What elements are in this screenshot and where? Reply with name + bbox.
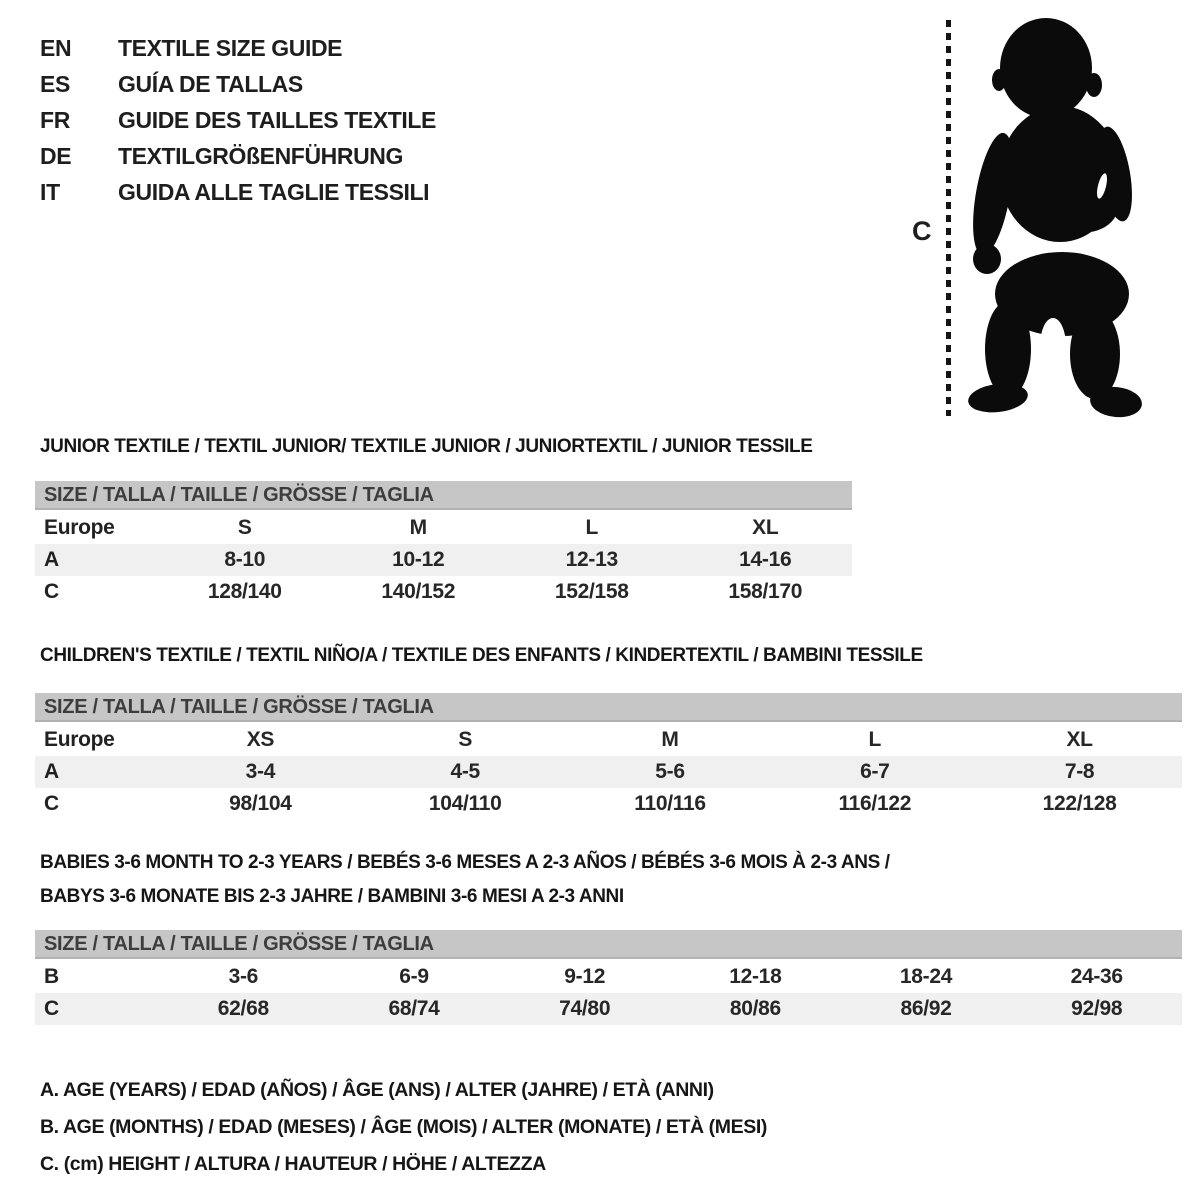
table-row-europe — [35, 512, 852, 544]
language-code: ES — [40, 70, 71, 97]
language-row-de — [40, 138, 436, 174]
row-label: C — [44, 792, 59, 815]
row-label: A — [44, 760, 59, 783]
children-size-table — [35, 693, 1182, 820]
table-cell: 92/98 — [1071, 997, 1123, 1020]
table-cell: 128/140 — [207, 580, 282, 603]
table-cell: 3-4 — [245, 760, 276, 783]
table-cell: 4-5 — [450, 760, 480, 783]
table-cell: L — [868, 728, 882, 751]
table-cell: 6-9 — [399, 965, 429, 988]
row-label: C — [44, 997, 59, 1020]
table-cell: M — [661, 728, 679, 751]
row-label: C — [44, 580, 59, 603]
section-title-junior: JUNIOR TEXTILE / TEXTIL JUNIOR/ TEXTILE JUNIOR / JUNIORTEXTIL / JUNIOR TESSILE — [40, 436, 813, 457]
language-code: DE — [40, 142, 72, 169]
legend-line-b: B. AGE (MONTHS) / EDAD (MESES) / ÂGE (MOIS) / ALTER (MONATE) / ETÀ (MESI) — [40, 1116, 767, 1138]
legend — [40, 1072, 767, 1183]
table-cell: 18-24 — [899, 965, 953, 988]
table-cell: 86/92 — [900, 997, 952, 1020]
table-cell: 14-16 — [739, 548, 792, 571]
table-cell: 116/122 — [838, 792, 912, 815]
table-row-height — [35, 788, 1182, 820]
table-cell: 8-10 — [224, 548, 266, 571]
table-row-age — [35, 544, 852, 576]
language-row-en — [40, 30, 436, 66]
table-cell: 5-6 — [655, 760, 685, 783]
table-row-height — [35, 576, 852, 608]
table-cell: S — [458, 728, 473, 751]
row-label: Europe — [44, 728, 115, 751]
table-cell: 62/68 — [217, 997, 269, 1020]
table-cell: XS — [246, 728, 275, 751]
table-cell: M — [409, 516, 427, 539]
table-cell: 7-8 — [1064, 760, 1095, 783]
table-cell: 3-6 — [228, 965, 259, 988]
table-cell: 12-18 — [729, 965, 782, 988]
row-label: A — [44, 548, 59, 571]
table-cell: 122/128 — [1042, 792, 1117, 815]
language-row-it — [40, 174, 436, 210]
table-row-height — [35, 993, 1182, 1025]
table-cell: 110/116 — [634, 792, 706, 815]
table-cell: 140/152 — [381, 580, 456, 603]
table-cell: 12-13 — [565, 548, 618, 571]
table-cell: 6-7 — [860, 760, 890, 783]
table-cell: S — [237, 516, 252, 539]
table-header-bar: SIZE / TALLA / TAILLE / GRÖSSE / TAGLIA — [35, 930, 1182, 959]
language-title: GUÍA DE TALLAS — [118, 70, 303, 97]
table-row-months — [35, 961, 1182, 993]
height-measure-label: C — [912, 216, 932, 246]
language-list — [40, 30, 436, 210]
language-title: GUIDA ALLE TAGLIE TESSILI — [118, 178, 430, 205]
table-cell: 9-12 — [564, 965, 606, 988]
row-label: Europe — [44, 516, 115, 539]
table-header-bar: SIZE / TALLA / TAILLE / GRÖSSE / TAGLIA — [35, 693, 1182, 722]
section-title-children: CHILDREN'S TEXTILE / TEXTIL NIÑO/A / TEXTILE DES ENFANTS / KINDERTEXTIL / BAMBINI TESSILE — [40, 645, 923, 666]
section-title-babies-line1: BABIES 3-6 MONTH TO 2-3 YEARS / BEBÉS 3-6 MESES A 2-3 AÑOS / BÉBÉS 3-6 MOIS À 2-3 ANS / — [40, 852, 890, 873]
height-measure-dashed-line — [946, 20, 951, 416]
table-cell: 104/110 — [428, 792, 502, 815]
table-cell: 10-12 — [392, 548, 445, 571]
language-code: EN — [40, 34, 72, 61]
language-title: TEXTILE SIZE GUIDE — [118, 34, 343, 61]
legend-line-a: A. AGE (YEARS) / EDAD (AÑOS) / ÂGE (ANS) / ALTER (JAHRE) / ETÀ (ANNI) — [40, 1079, 714, 1101]
table-cell: 98/104 — [229, 792, 292, 815]
language-row-fr — [40, 102, 436, 138]
legend-line-c: C. (cm) HEIGHT / ALTURA / HAUTEUR / HÖHE / ALTEZZA — [40, 1153, 546, 1175]
junior-size-table — [35, 481, 852, 608]
language-code: IT — [40, 178, 60, 205]
table-cell: 158/170 — [728, 580, 803, 603]
table-cell: 24-36 — [1070, 965, 1123, 988]
language-title: TEXTILGRÖßENFÜHRUNG — [118, 142, 403, 169]
table-row-europe — [35, 724, 1182, 756]
section-title-babies — [40, 846, 890, 914]
table-cell: 68/74 — [388, 997, 440, 1020]
table-cell: XL — [752, 516, 779, 539]
table-cell: 152/158 — [554, 580, 629, 603]
table-cell: 80/86 — [729, 997, 781, 1020]
table-header-bar: SIZE / TALLA / TAILLE / GRÖSSE / TAGLIA — [35, 481, 852, 510]
language-code: FR — [40, 106, 71, 133]
babies-size-table — [35, 930, 1182, 1025]
toddler-silhouette-icon — [963, 14, 1198, 419]
table-cell: 74/80 — [559, 997, 611, 1020]
table-cell: XL — [1066, 728, 1093, 751]
row-label: B — [44, 965, 59, 988]
table-row-age — [35, 756, 1182, 788]
language-title: GUIDE DES TAILLES TEXTILE — [118, 106, 436, 133]
language-row-es — [40, 66, 436, 102]
table-cell: L — [585, 516, 599, 539]
section-title-babies-line2: BABYS 3-6 MONATE BIS 2-3 JAHRE / BAMBINI 3-6 MESI A 2-3 ANNI — [40, 886, 624, 907]
